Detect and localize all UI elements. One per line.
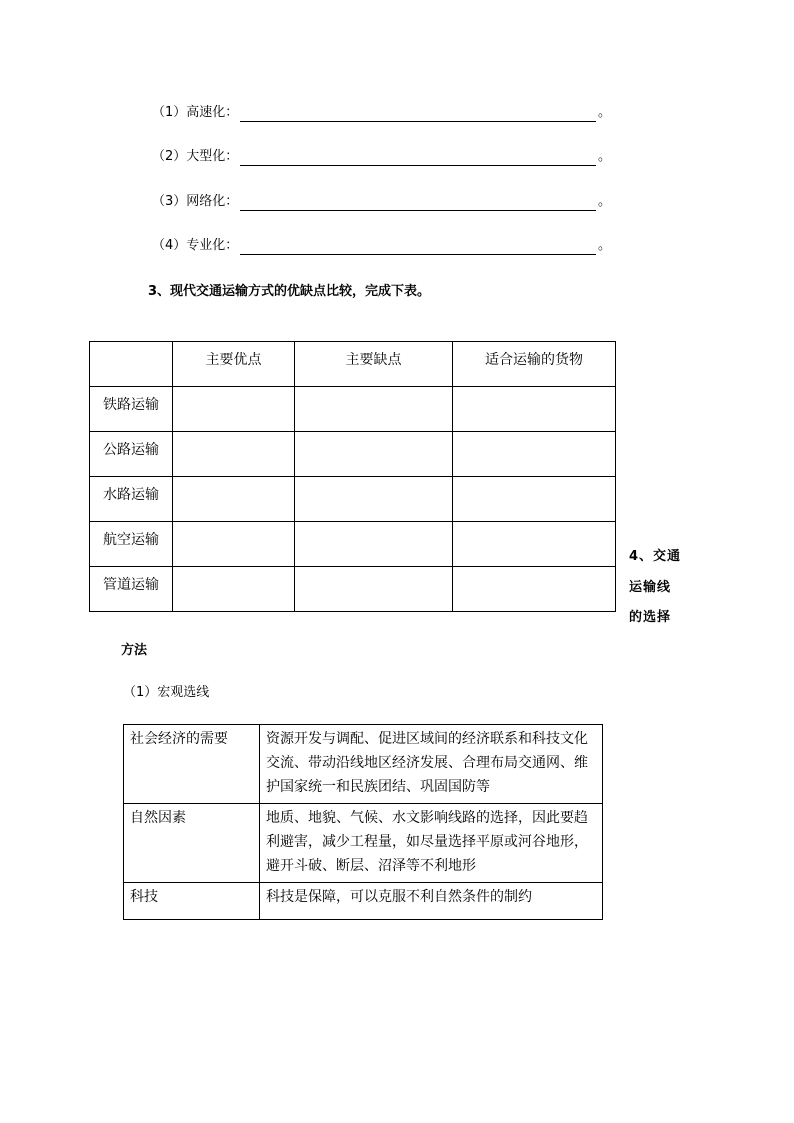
- answer-cell[interactable]: [173, 567, 295, 612]
- fill-item-label: （2）大型化：: [152, 149, 239, 164]
- answer-cell[interactable]: [453, 567, 616, 612]
- fill-item-label: （1）高速化：: [152, 105, 239, 120]
- answer-cell[interactable]: [453, 387, 616, 432]
- table-row: [124, 725, 603, 804]
- fill-item-networking: [152, 192, 612, 212]
- answer-cell[interactable]: [173, 522, 295, 567]
- fill-item-end: 。: [598, 238, 612, 253]
- answer-cell[interactable]: [173, 387, 295, 432]
- header-cell-suitable-goods: 适合运输的货物: [453, 342, 616, 387]
- table-row: [124, 883, 603, 920]
- fill-item-label: （4）专业化：: [152, 238, 239, 253]
- answer-cell[interactable]: [453, 477, 616, 522]
- fill-item-end: 。: [598, 149, 612, 164]
- detail-cell: 科技是保障，可以克服不利自然条件的制约: [260, 883, 603, 920]
- answer-cell[interactable]: [295, 477, 453, 522]
- fill-item-specialization: [152, 236, 612, 256]
- table-row: [90, 432, 616, 477]
- table-row: [90, 522, 616, 567]
- transport-comparison-table: [89, 341, 616, 612]
- section-3-title: 3、现代交通运输方式的优缺点比较，完成下表。: [148, 284, 431, 299]
- answer-cell[interactable]: [173, 432, 295, 477]
- section-4-title-line: 方法: [121, 643, 148, 658]
- fill-item-high-speed: [152, 103, 612, 123]
- answer-cell[interactable]: [295, 432, 453, 477]
- detail-cell: 资源开发与调配、促进区域间的经济联系和科技文化交流、带动沿线地区经济发展、合理布局交通网、维护国家统一和民族团结、巩固国防等: [260, 725, 603, 804]
- subsection-macro-title: （1）宏观选线: [123, 685, 210, 700]
- section-4-title-line: 运输线: [629, 580, 672, 595]
- factor-cell: 自然因素: [124, 804, 260, 883]
- table-row: [90, 387, 616, 432]
- answer-cell[interactable]: [295, 387, 453, 432]
- answer-blank[interactable]: [240, 103, 596, 122]
- answer-blank[interactable]: [240, 236, 596, 255]
- table-header-row: [90, 342, 616, 387]
- answer-blank[interactable]: [240, 147, 596, 166]
- row-label-rail: 铁路运输: [90, 387, 173, 432]
- table-row: [90, 567, 616, 612]
- header-cell-advantages: 主要优点: [173, 342, 295, 387]
- answer-cell[interactable]: [295, 567, 453, 612]
- fill-item-end: 。: [598, 105, 612, 120]
- table-row: [90, 477, 616, 522]
- row-label-road: 公路运输: [90, 432, 173, 477]
- section-4-title-line: 4、交通: [629, 549, 682, 564]
- answer-cell[interactable]: [453, 522, 616, 567]
- detail-cell: 地质、地貌、气候、水文影响线路的选择，因此要趋利避害，减少工程量，如尽量选择平原或河谷地形，避开斗破、断层、沼泽等不利地形: [260, 804, 603, 883]
- fill-item-large-scale: [152, 147, 612, 167]
- row-label-air: 航空运输: [90, 522, 173, 567]
- factor-cell: 科技: [124, 883, 260, 920]
- answer-cell[interactable]: [295, 522, 453, 567]
- fill-item-end: 。: [598, 194, 612, 209]
- header-cell-corner: [90, 342, 173, 387]
- section-4-title-line: 的选择: [629, 610, 672, 625]
- answer-blank[interactable]: [240, 192, 596, 211]
- route-selection-table: [123, 724, 603, 920]
- table-row: [124, 804, 603, 883]
- factor-cell: 社会经济的需要: [124, 725, 260, 804]
- answer-cell[interactable]: [453, 432, 616, 477]
- row-label-pipeline: 管道运输: [90, 567, 173, 612]
- header-cell-disadvantages: 主要缺点: [295, 342, 453, 387]
- row-label-water: 水路运输: [90, 477, 173, 522]
- fill-item-label: （3）网络化：: [152, 194, 239, 209]
- answer-cell[interactable]: [173, 477, 295, 522]
